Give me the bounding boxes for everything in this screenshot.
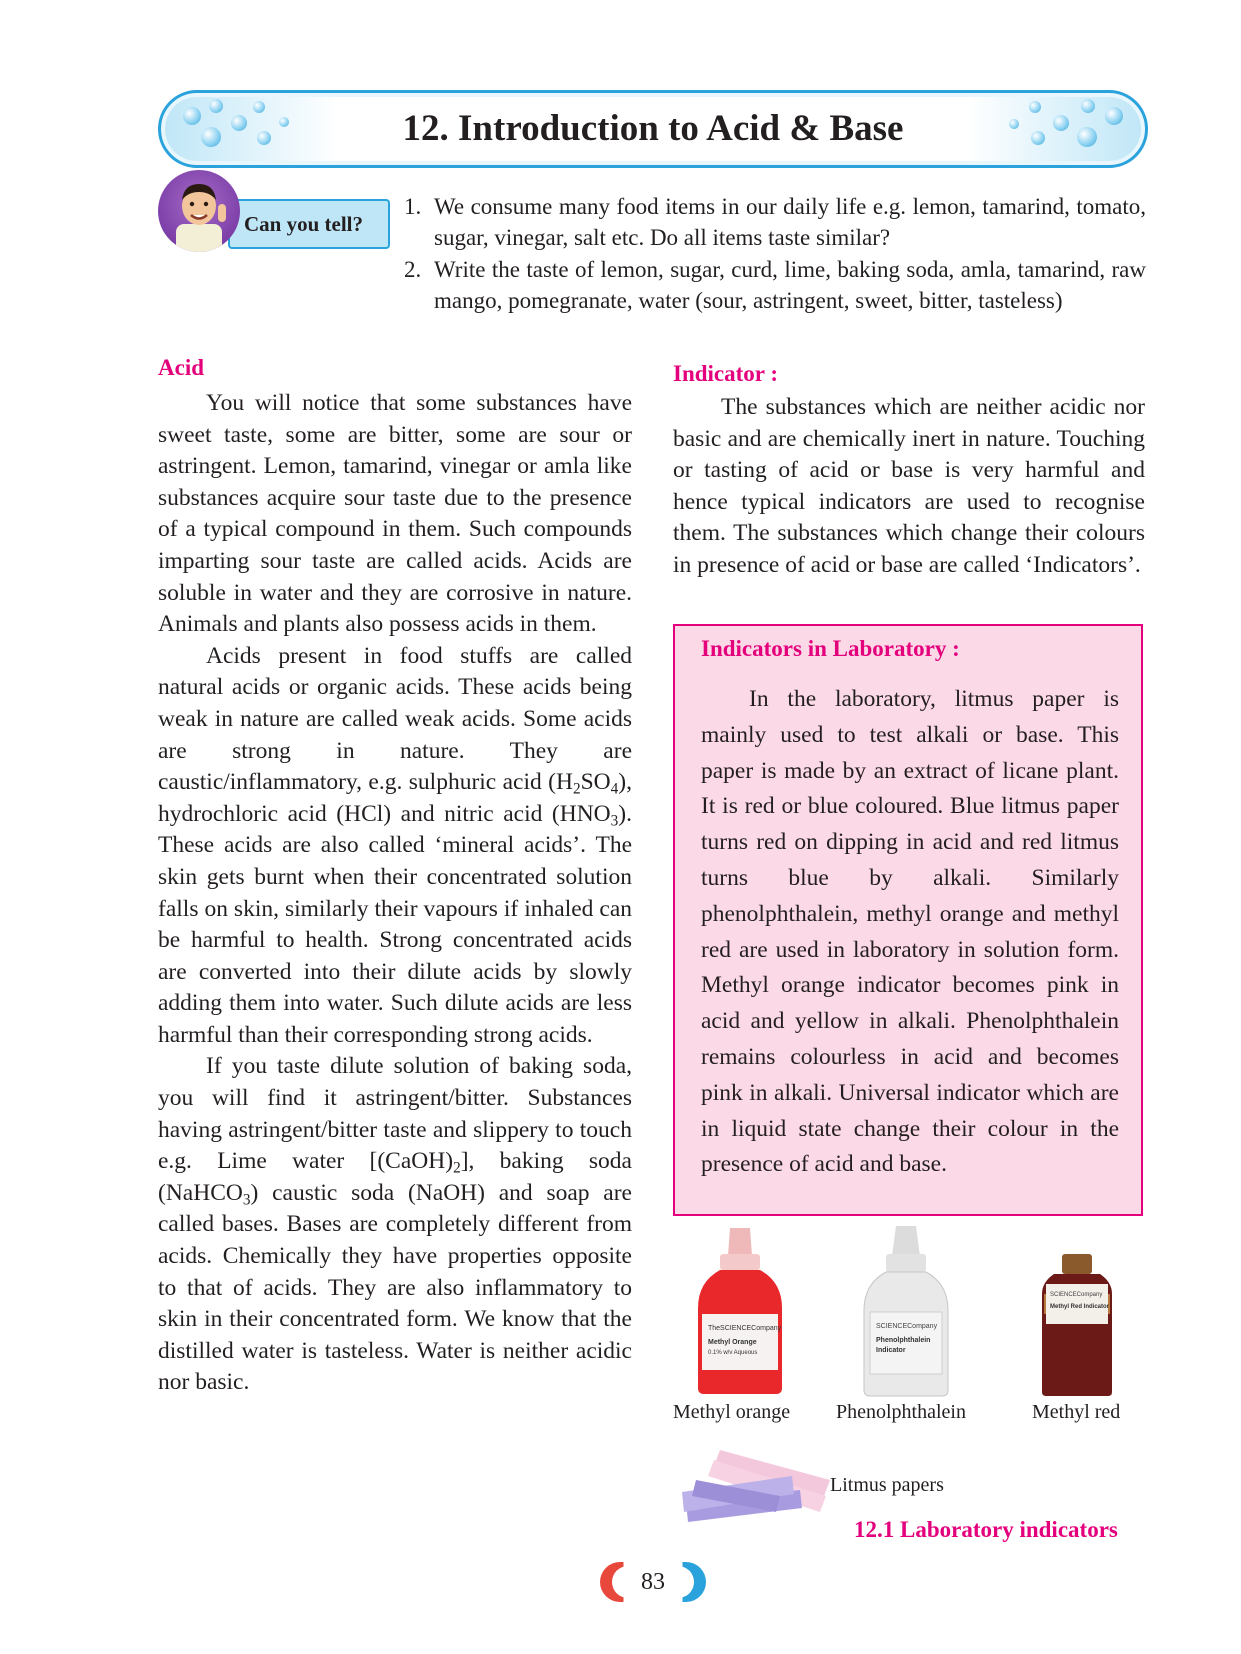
indicator-heading: Indicator : [673,361,778,386]
phenolphthalein-bottle-icon [858,1226,954,1398]
svg-text:SCIENCECompany: SCIENCECompany [876,1323,938,1330]
student-avatar-icon [158,170,240,252]
question-text: We consume many food items in our daily life e.g. lemon, tamarind, tomato, sugar, vinegar, salt etc. Do all items taste similar? [434,194,1146,250]
chapter-title: 12. Introduction to Acid & Base [402,108,904,149]
methyl-red-bottle-icon [1036,1254,1118,1398]
svg-text:Indicator: Indicator [876,1347,906,1354]
svg-text:Methyl Orange: Methyl Orange [708,1339,757,1346]
svg-text:Phenolphthalein: Phenolphthalein [876,1337,931,1344]
question-text: Write the taste of lemon, sugar, curd, lime, baking soda, amla, tamarind, raw mango, pomegranate, water (sour, astringent, sweet, bitter, tasteless) [434,257,1146,313]
caption-methyl-red: Methyl red [1032,1401,1121,1423]
lab-box-paragraph: In the laboratory, litmus paper is mainly used to test alkali or base. This paper is made by an extract of licane plant. It is red or blue coloured. Blue litmus paper turns red on dipping in acid and red litmus turns blue by alkali. Similarly phenolphthalein, methyl orange and methyl red are used in laboratory in solution form. Methyl orange indicator becomes pink in acid and yellow in alkali. Phenolphthalein remains colourless in acid and becomes pink in alkali. Universal indicator which are in liquid state change their colour in the presence of acid and base. [701,686,1119,1178]
question-1 [404,191,1146,253]
page-number: 83 [612,1566,694,1598]
lab-box-text [701,682,1119,1183]
lab-indicators-box [673,624,1143,1216]
litmus-papers-icon [680,1440,840,1530]
can-you-tell-label: Can you tell? [244,212,364,236]
methyl-orange-bottle-icon [690,1228,790,1396]
acid-paragraph-1: You will notice that some substances have sweet taste, some are bitter, some are sour or astringent. Lemon, tamarind, vinegar or amla like substances acquire sour taste due to the presence of a typical compound in them. Such compounds imparting sour taste are called acids. Acids are soluble in water and they are corrosive in nature. Animals and plants also possess acids in them. [158,390,632,638]
acid-paragraph-3: If you taste dilute solution of baking soda, you will find it astringent/bitter. Substances having astringent/bitter taste and slippery to touch e.g. Lime water $[(CaOH)_2]$, baking soda (NaHCO$_3$) caustic soda (NaOH) and soap are called bases. Bases are completely different from acids. Chemically they have properties opposite to that of acids. They are also inflammatory to skin in their concentrated form. We know that the distilled water is tasteless. Water is neither acidic nor basic. [158,1053,632,1396]
lab-box-heading: Indicators in Laboratory : [701,636,960,661]
indicator-text [673,392,1145,582]
svg-text:Methyl Red Indicator: Methyl Red Indicator [1050,1304,1110,1310]
acid-text [158,388,632,1399]
caption-methyl-orange: Methyl orange [673,1401,791,1423]
acid-paragraph-2: Acids present in food stuffs are called natural acids or organic acids. These acids being weak in nature are called weak acids. Some acids are strong in nature. They are caustic/inflammatory, e.g. sulphuric acid $(H_2SO_4)$, hydrochloric acid (HCl) and nitric acid $(HNO_3)$. These acids are also called ‘mineral acids’. The skin gets burnt when their concentrated solution falls on skin, similarly their vapours if inhaled can be harmful to health. Strong concentrated acids are converted into their dilute acids by slowly adding them into water. Such dilute acids are less harmful than their corresponding strong acids. [158,642,632,1048]
can-you-tell-box [228,199,390,249]
acid-heading: Acid [158,355,204,380]
question-2 [404,254,1146,347]
svg-text:0.1% w/v Aqueous: 0.1% w/v Aqueous [708,1350,758,1356]
title-banner [158,90,1148,168]
svg-text:SCIENCECompany: SCIENCECompany [1050,1292,1103,1298]
figure-caption: 12.1 Laboratory indicators [854,1517,1118,1542]
caption-phenolphthalein: Phenolphthalein [836,1401,966,1423]
question-number: 2. [404,257,422,282]
caption-litmus-papers: Litmus papers [830,1474,944,1496]
question-number: 1. [404,194,422,219]
indicator-paragraph: The substances which are neither acidic nor basic and are chemically inert in nature. Touching or tasting of acid or base is very harmful and hence typical indicators are used to recognise them. The substances which change their colours in presence of acid or base are called ‘Indicators’. [673,394,1145,578]
svg-text:TheSCIENCECompany: TheSCIENCECompany [708,1325,782,1332]
